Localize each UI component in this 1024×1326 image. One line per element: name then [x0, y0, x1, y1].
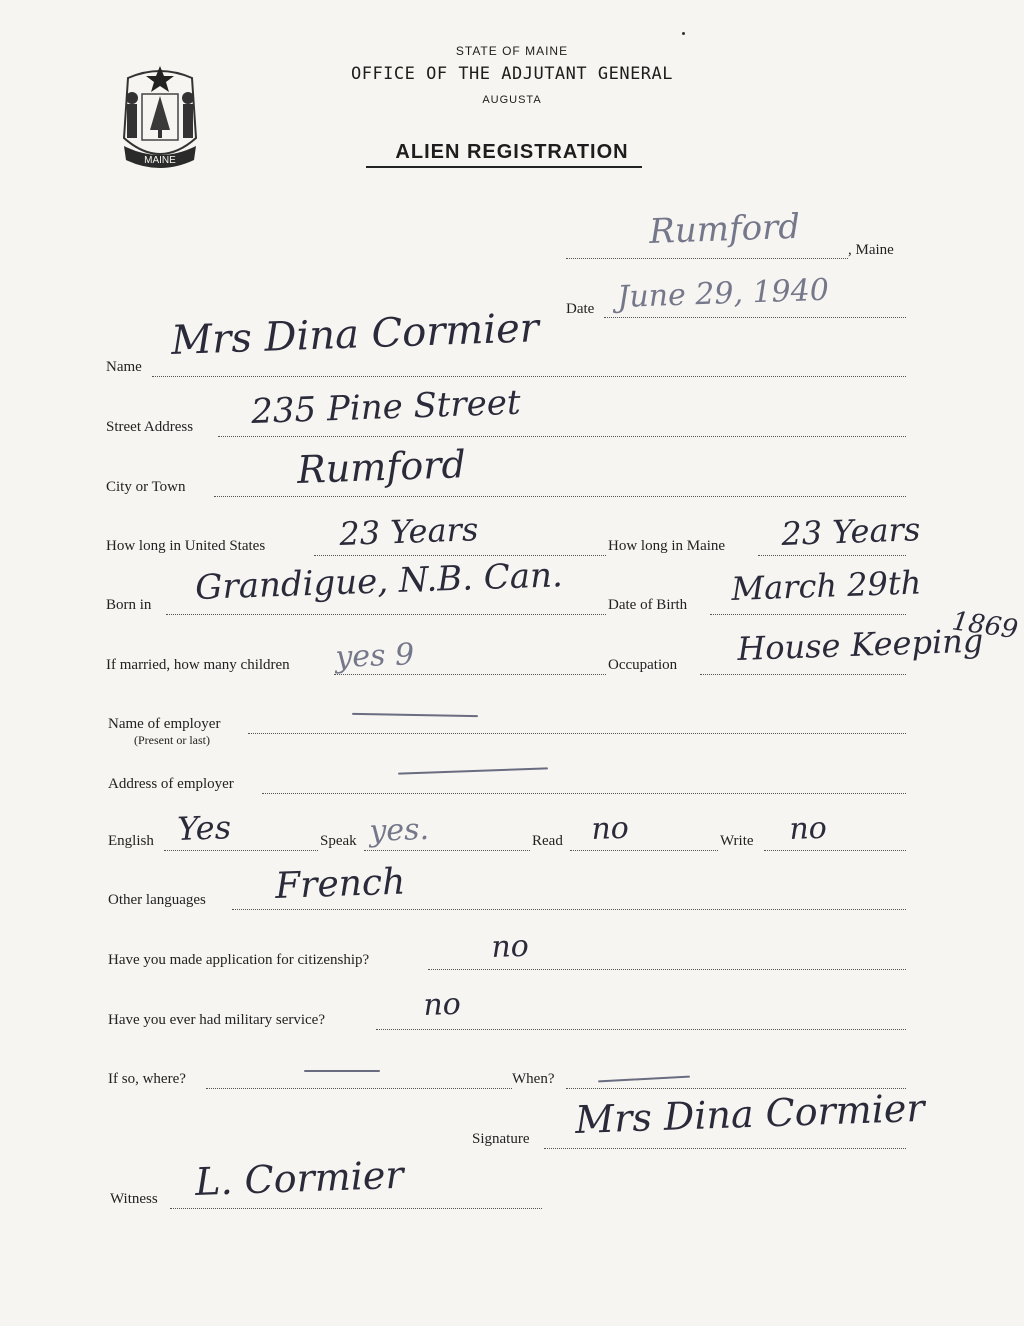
military-line — [376, 1029, 906, 1030]
city-label: City or Town — [106, 479, 186, 495]
name-label: Name — [106, 359, 142, 375]
children-label: If married, how many children — [106, 657, 290, 673]
occupation-line — [700, 674, 906, 675]
dob-line — [710, 614, 906, 615]
born-in-line — [166, 614, 606, 615]
witness-label: Witness — [110, 1191, 158, 1207]
born-in-value: Grandigue, N.B. Can. — [194, 555, 564, 608]
read-line — [570, 850, 718, 851]
employer-line — [248, 733, 906, 734]
place-value: Rumford — [648, 206, 801, 252]
signature-value: Mrs Dina Cormier — [574, 1085, 926, 1142]
dob-label: Date of Birth — [608, 597, 688, 613]
employer-label: Name of employer — [108, 716, 221, 732]
citizenship-line — [428, 969, 906, 970]
employer-sub-label: (Present or last) — [134, 733, 210, 747]
read-label: Read — [532, 833, 563, 849]
english-label: English — [108, 833, 154, 849]
date-value: June 29, 1940 — [616, 272, 830, 315]
city-value: Rumford — [296, 442, 467, 492]
date-line — [604, 317, 906, 318]
when-label: When? — [512, 1071, 555, 1087]
occupation-label: Occupation — [608, 657, 678, 673]
other-languages-line — [232, 909, 906, 910]
children-line — [334, 674, 606, 675]
where-label: If so, where? — [108, 1071, 186, 1087]
how-long-us-value: 23 Years — [338, 510, 479, 553]
write-value: no — [788, 810, 828, 847]
title-underline — [366, 166, 642, 168]
where-blank-dash — [304, 1070, 380, 1072]
speak-value: yes. — [368, 811, 430, 849]
military-value: no — [422, 986, 462, 1023]
witness-value: L. Cormier — [194, 1152, 405, 1204]
other-languages-label: Other languages — [108, 892, 206, 908]
date-label: Date — [566, 301, 595, 317]
place-line — [566, 258, 848, 259]
english-value: Yes — [176, 808, 232, 848]
employer-blank-dash — [352, 713, 478, 717]
employer-address-line — [262, 793, 906, 794]
write-line — [764, 850, 906, 851]
seal-text: MAINE — [144, 155, 176, 166]
employer-address-blank-dash — [398, 767, 548, 774]
state-heading: STATE OF MAINE — [455, 44, 569, 58]
military-label: Have you ever had military service? — [108, 1012, 325, 1028]
where-line — [206, 1088, 512, 1089]
read-value: no — [590, 810, 630, 847]
form-title: ALIEN REGISTRATION — [395, 141, 629, 163]
stray-mark — [682, 32, 685, 35]
street-label: Street Address — [106, 419, 194, 435]
english-line — [164, 850, 318, 851]
employer-address-label: Address of employer — [108, 776, 234, 792]
occupation-value: House Keeping — [736, 621, 984, 668]
signature-line — [544, 1148, 906, 1149]
how-long-maine-line — [758, 555, 906, 556]
witness-line — [170, 1208, 542, 1209]
write-label: Write — [720, 833, 754, 849]
when-blank-dash — [598, 1076, 690, 1083]
signature-label: Signature — [472, 1131, 530, 1147]
how-long-maine-label: How long in Maine — [608, 538, 726, 554]
how-long-maine-value: 23 Years — [780, 510, 921, 553]
citizenship-value: no — [490, 928, 530, 965]
other-languages-value: French — [274, 861, 406, 907]
how-long-us-label: How long in United States — [106, 538, 266, 554]
office-heading: OFFICE OF THE ADJUTANT GENERAL — [350, 64, 674, 84]
citizenship-label: Have you made application for citizenship? — [108, 952, 370, 968]
place-suffix-label: , Maine — [848, 242, 894, 258]
city-heading: AUGUSTA — [482, 94, 542, 106]
speak-line — [364, 850, 530, 851]
speak-label: Speak — [320, 833, 357, 849]
street-value: 235 Pine Street — [250, 382, 522, 432]
how-long-us-line — [314, 555, 606, 556]
name-line — [152, 376, 906, 377]
children-value: yes 9 — [334, 637, 415, 675]
dob-value: March 29th — [730, 563, 922, 608]
city-line — [214, 496, 906, 497]
street-line — [218, 436, 906, 437]
dob-year-value: 1869 — [950, 606, 1020, 646]
born-in-label: Born in — [106, 597, 152, 613]
name-value: Mrs Dina Cormier — [170, 305, 540, 364]
